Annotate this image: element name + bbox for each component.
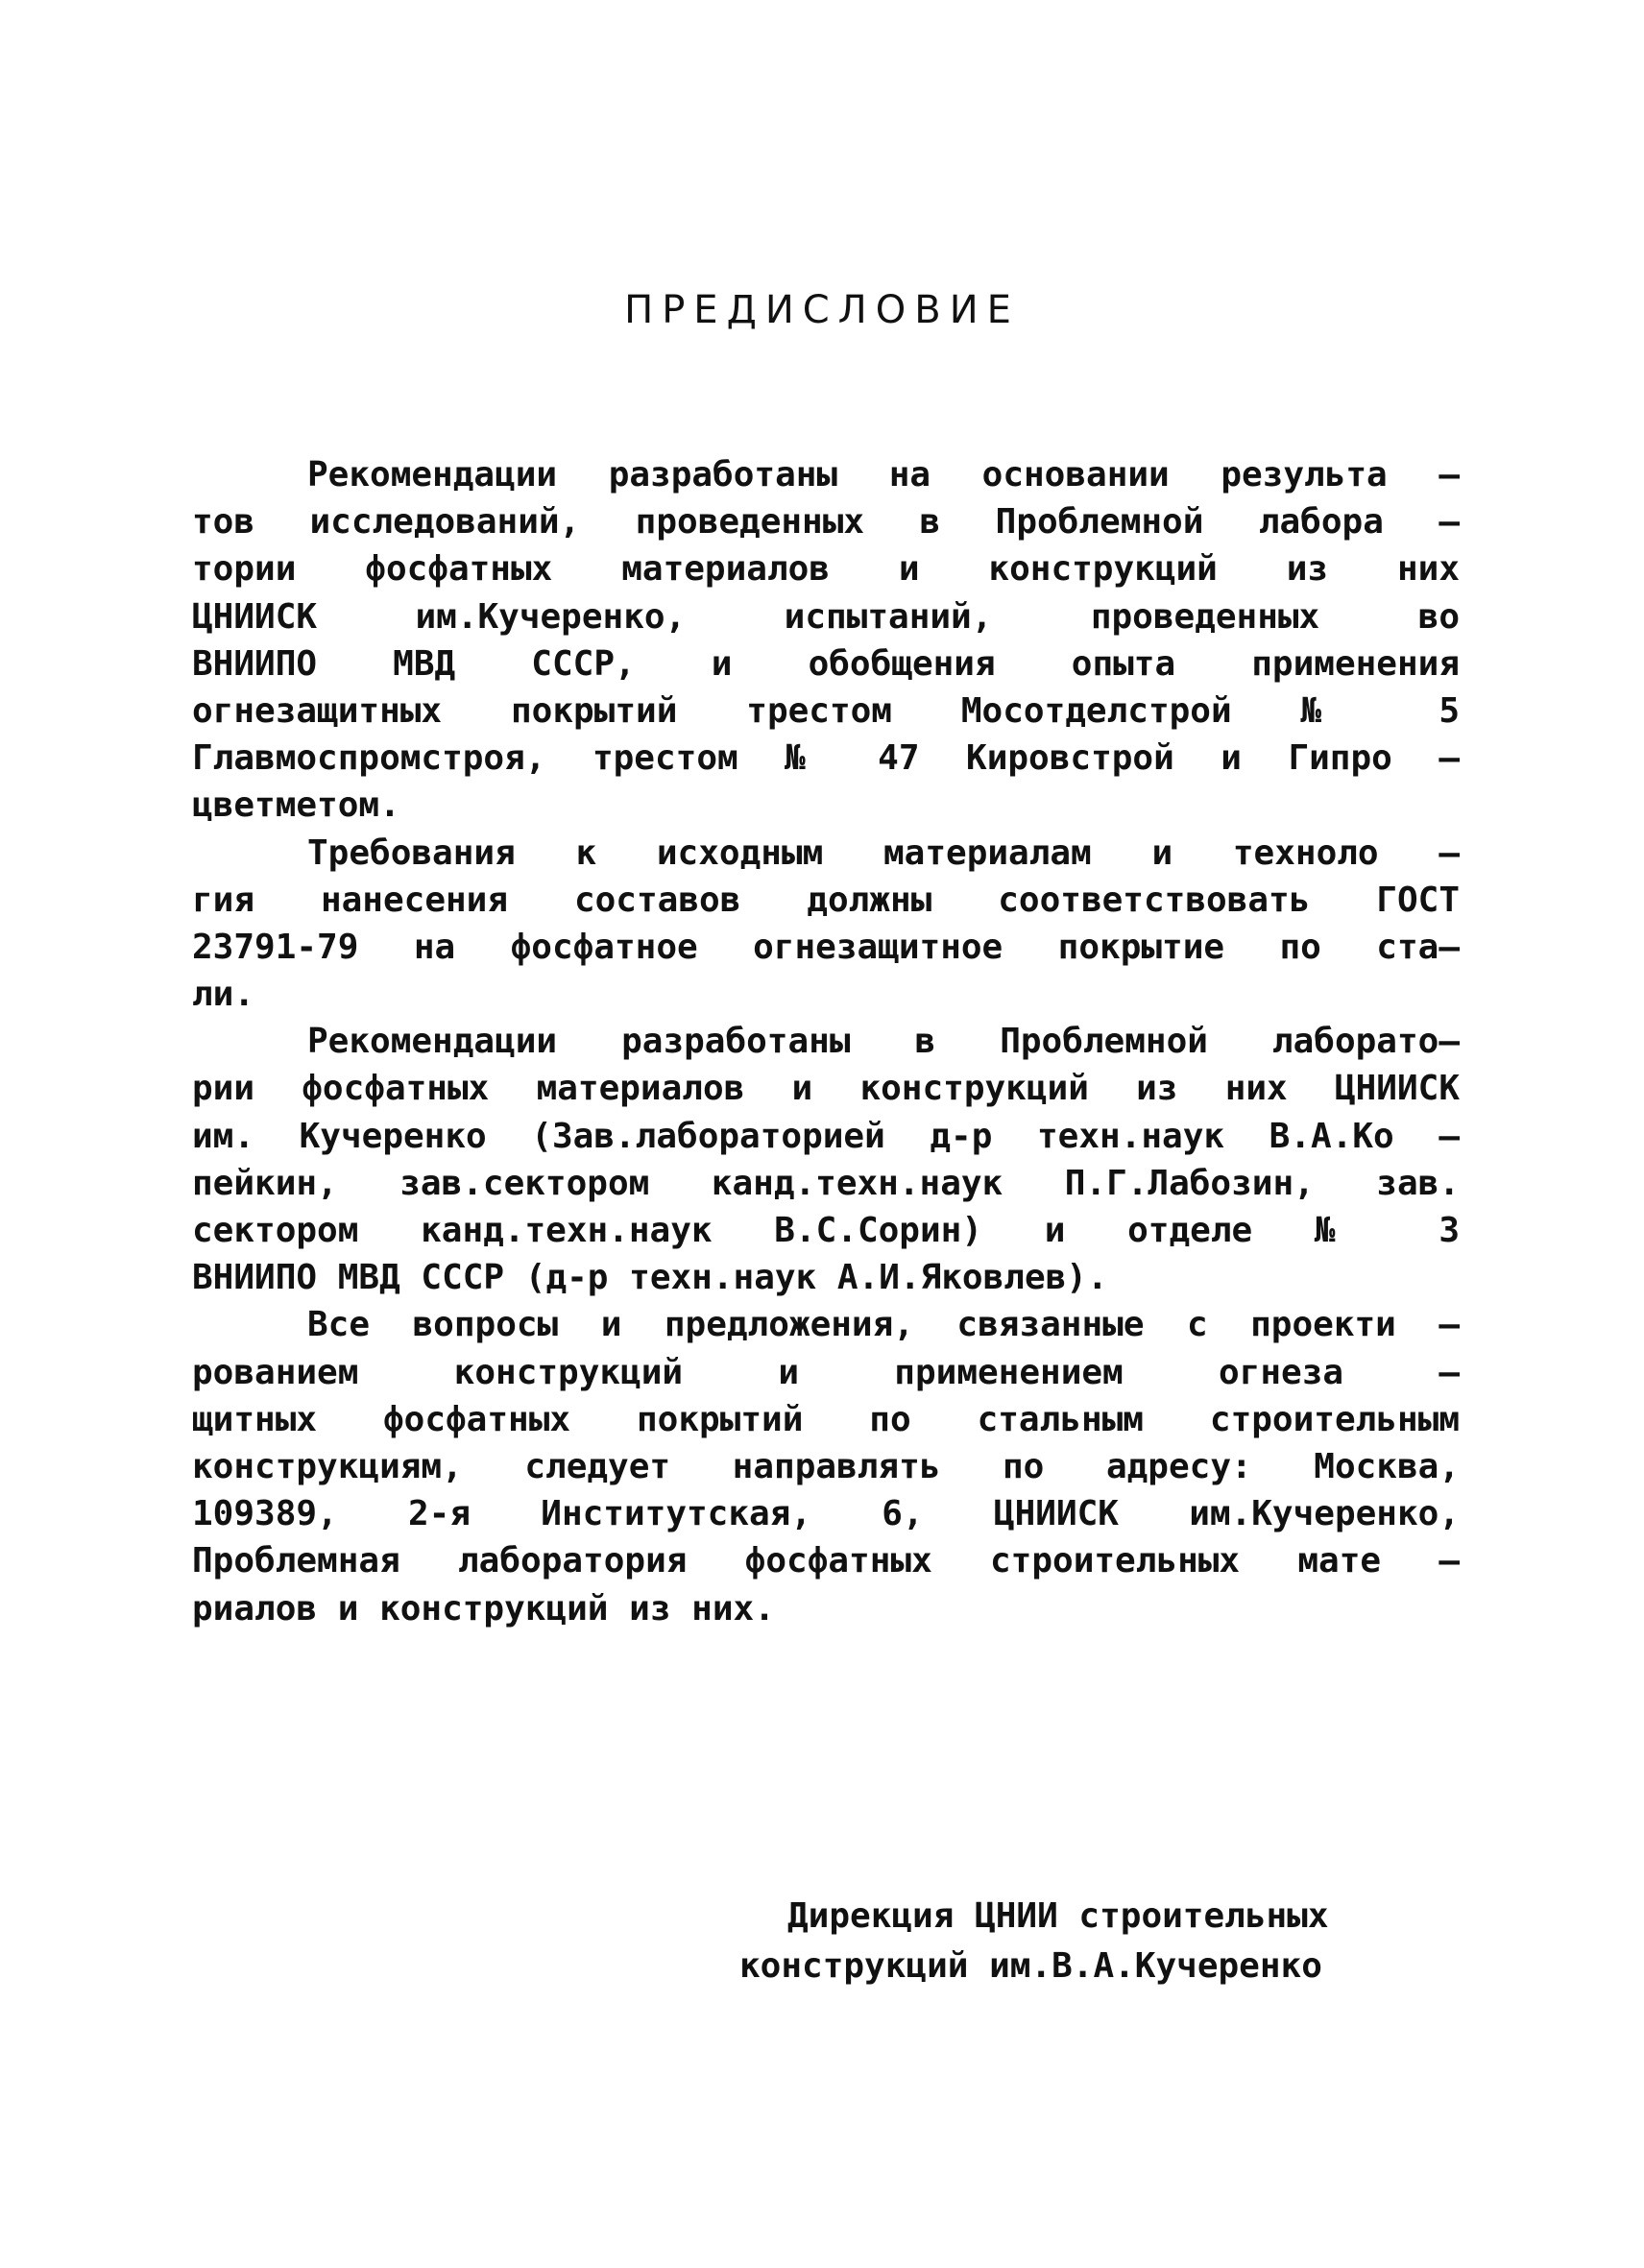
text-line: Проблемная лаборатория фосфатных строительных мате –	[192, 1541, 1460, 1581]
signature-line: Дирекция ЦНИИ строительных	[787, 1896, 1329, 1936]
text-line: им. Кучеренко (Зав.лабораторией д-р техн.наук В.А.Ко –	[192, 1116, 1460, 1156]
text-line: тов исследований, проведенных в Проблемной лабора –	[192, 502, 1460, 543]
text-line: рованием конструкций и применением огнеза –	[192, 1352, 1460, 1392]
text-line: ВНИИПО МВД СССР, и обобщения опыта применения	[192, 643, 1460, 684]
text-line: ЦНИИСК им.Кучеренко, испытаний, проведенных во	[192, 596, 1460, 637]
text-line: ли.	[192, 975, 255, 1015]
text-line: цветметом.	[192, 785, 400, 826]
text-line: 109389, 2-я Институтская, 6, ЦНИИСК им.Кучеренко,	[192, 1494, 1460, 1534]
signature-block	[730, 1892, 1460, 1991]
text-line: конструкциям, следует направлять по адресу: Москва,	[192, 1446, 1460, 1486]
text-line: Все вопросы и предложения, связанные с проекти –	[307, 1305, 1460, 1345]
text-line: рии фосфатных материалов и конструкций из них ЦНИИСК	[192, 1069, 1460, 1109]
text-line: Рекомендации разработаны в Проблемной лаборато–	[307, 1022, 1460, 1062]
text-line: гия нанесения составов должны соответствовать ГОСТ	[192, 880, 1460, 920]
text-line: Требования к исходным материалам и техноло –	[307, 832, 1460, 873]
preface-text	[192, 451, 1460, 1632]
text-line: риалов и конструкций из них.	[192, 1588, 775, 1629]
text-line: щитных фосфатных покрытий по стальным строительным	[192, 1399, 1460, 1439]
text-line: Главмоспромстроя, трестом № 47 Кировстрой и Гипро –	[192, 738, 1460, 779]
text-line: 23791-79 на фосфатное огнезащитное покрытие по ста–	[192, 927, 1460, 967]
text-line: огнезащитных покрытий трестом Мосотделстрой № 5	[192, 690, 1460, 731]
signature-line: конструкций им.В.А.Кучеренко	[739, 1946, 1322, 1986]
text-line: сектором канд.техн.наук В.С.Сорин) и отделе № 3	[192, 1211, 1460, 1250]
text-line: пейкин, зав.сектором канд.техн.наук П.Г.Лабозин, зав.	[192, 1163, 1460, 1203]
text-line: Рекомендации разработаны на основании результа –	[307, 455, 1460, 495]
text-line: ВНИИПО МВД СССР (д-р техн.наук А.И.Яковлев).	[192, 1258, 1108, 1298]
page-title: ПРЕДИСЛОВИЕ	[624, 288, 1020, 332]
text-line: тории фосфатных материалов и конструкций из них	[192, 549, 1460, 590]
